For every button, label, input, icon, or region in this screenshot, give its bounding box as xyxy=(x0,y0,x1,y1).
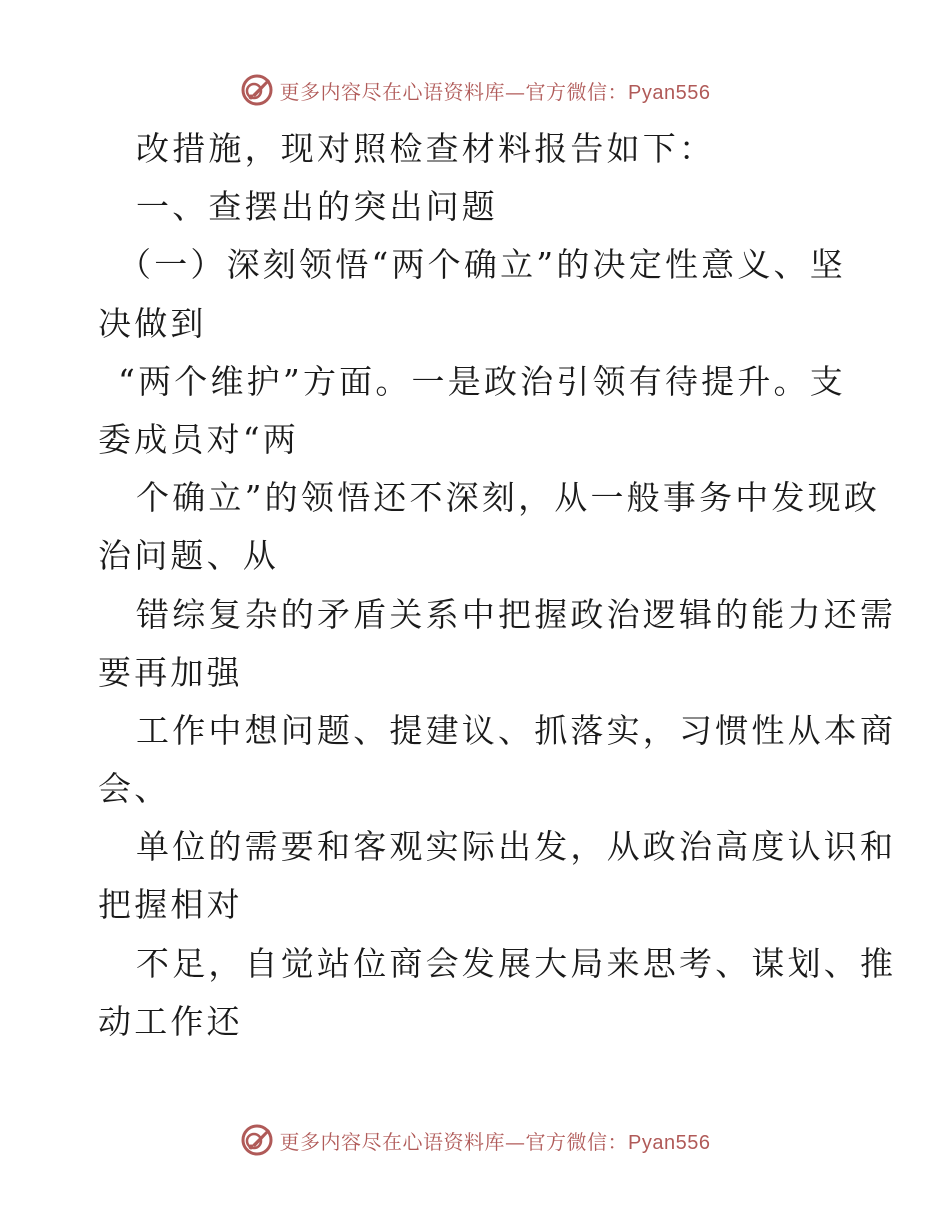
document-line: 错综复杂的矛盾关系中把握政治逻辑的能力还需 xyxy=(136,594,897,634)
subsection-heading: （一）深刻领悟“两个确立”的决定性意义、坚 xyxy=(118,245,846,285)
header-watermark xyxy=(0,70,950,110)
document-line: 改措施，现对照检查材料报告如下： xyxy=(136,129,716,168)
section-heading: 一、查摆出的突出问题 xyxy=(136,187,498,227)
document-line: 把握相对 xyxy=(98,885,243,925)
watermark-wechat-id: Pyan556 xyxy=(628,81,711,104)
document-line: 会、 xyxy=(98,769,171,809)
document-line: “两个维护”方面。一是政治引领有待提升。支 xyxy=(118,361,846,401)
watermark-wechat-id: Pyan556 xyxy=(628,1131,711,1154)
document-line: 委成员对“两 xyxy=(98,419,300,459)
watermark-wechat-label: 官方微信： xyxy=(525,79,629,104)
document-line: 单位的需要和客观实际出发，从政治高度认识和 xyxy=(136,827,897,867)
document-line: 工作中想问题、提建议、抓落实，习惯性从本商 xyxy=(136,710,897,750)
footer-watermark xyxy=(0,1120,950,1160)
document-line: 不足，自觉站位商会发展大局来思考、谋划、推 xyxy=(136,943,897,983)
watermark-wechat-label: 官方微信： xyxy=(525,1129,629,1154)
watermark-text: 更多内容尽在心语资料库 xyxy=(279,1129,506,1154)
document-line: 个确立”的领悟还不深刻，从一般事务中发现政 xyxy=(136,478,881,518)
document-line: 决做到 xyxy=(98,303,207,343)
brush-logo-icon xyxy=(240,1123,274,1157)
document-body xyxy=(98,120,897,1051)
document-line: 动工作还 xyxy=(98,1001,243,1041)
document-line: 要再加强 xyxy=(98,652,243,692)
document-line: 治问题、从 xyxy=(98,536,279,576)
watermark-dash: — xyxy=(505,79,526,104)
watermark-dash: — xyxy=(505,1129,526,1154)
watermark-text: 更多内容尽在心语资料库 xyxy=(279,79,506,104)
brush-logo-icon xyxy=(240,73,274,107)
